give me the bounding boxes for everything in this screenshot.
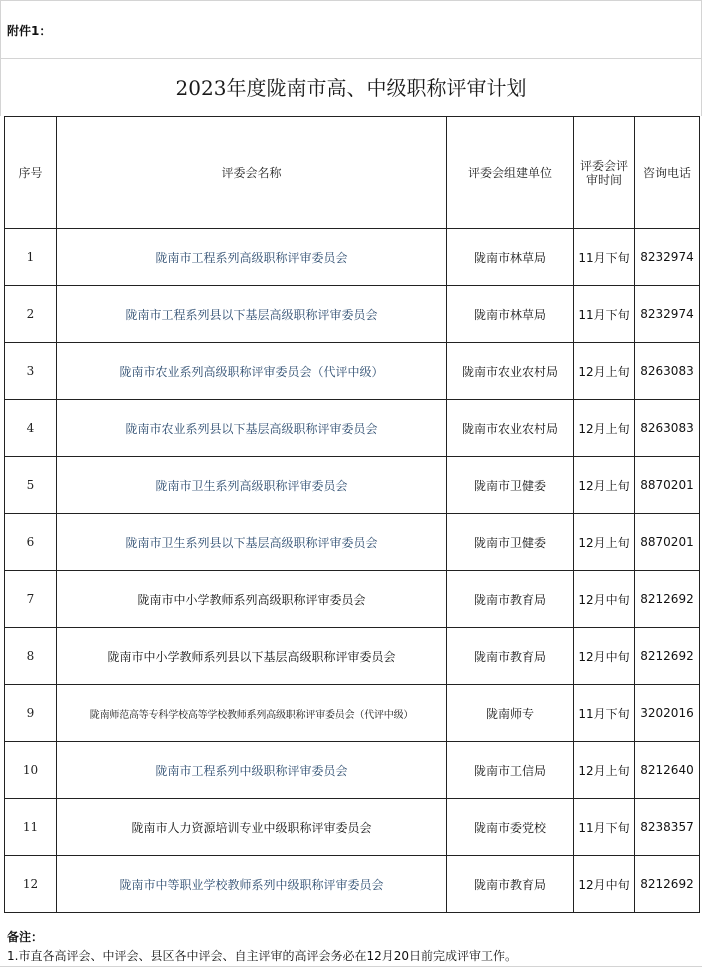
cell-time: 12月上旬 xyxy=(574,457,635,514)
table-row xyxy=(5,514,700,571)
cell-no: 8 xyxy=(5,628,57,685)
page-title: 2023年度陇南市高、中级职称评审计划 xyxy=(175,76,527,100)
cell-name: 陇南市中等职业学校教师系列中级职称评审委员会 xyxy=(57,856,447,913)
cell-tel: 8870201 xyxy=(635,457,700,514)
cell-name: 陇南市中小学教师系列县以下基层高级职称评审委员会 xyxy=(57,628,447,685)
cell-name: 陇南市农业系列县以下基层高级职称评审委员会 xyxy=(57,400,447,457)
cell-no: 5 xyxy=(5,457,57,514)
cell-no: 6 xyxy=(5,514,57,571)
cell-tel: 8232974 xyxy=(635,229,700,286)
cell-unit: 陇南师专 xyxy=(447,685,574,742)
col-header-no: 序号 xyxy=(5,117,57,229)
table-row xyxy=(5,742,700,799)
cell-time: 11月下旬 xyxy=(574,229,635,286)
table-row xyxy=(5,628,700,685)
cell-tel: 8238357 xyxy=(635,799,700,856)
cell-no: 11 xyxy=(5,799,57,856)
table-row xyxy=(5,286,700,343)
cell-no: 2 xyxy=(5,286,57,343)
table-header-row xyxy=(5,117,700,229)
cell-unit: 陇南市卫健委 xyxy=(447,457,574,514)
cell-unit: 陇南市农业农村局 xyxy=(447,400,574,457)
cell-no: 12 xyxy=(5,856,57,913)
cell-name: 陇南市卫生系列高级职称评审委员会 xyxy=(57,457,447,514)
cell-no: 4 xyxy=(5,400,57,457)
cell-tel: 8263083 xyxy=(635,400,700,457)
cell-name: 陇南市农业系列高级职称评审委员会（代评中级） xyxy=(57,343,447,400)
cell-name: 陇南市人力资源培训专业中级职称评审委员会 xyxy=(57,799,447,856)
cell-no: 9 xyxy=(5,685,57,742)
cell-no: 7 xyxy=(5,571,57,628)
table-row xyxy=(5,343,700,400)
cell-tel: 3202016 xyxy=(635,685,700,742)
cell-name: 陇南师范高等专科学校高等学校教师系列高级职称评审委员会（代评中级） xyxy=(57,685,447,742)
cell-unit: 陇南市工信局 xyxy=(447,742,574,799)
cell-name: 陇南市卫生系列县以下基层高级职称评审委员会 xyxy=(57,514,447,571)
cell-unit: 陇南市林草局 xyxy=(447,286,574,343)
cell-time: 11月下旬 xyxy=(574,799,635,856)
gridline xyxy=(0,58,702,59)
cell-tel: 8263083 xyxy=(635,343,700,400)
cell-time: 12月中旬 xyxy=(574,571,635,628)
table-row xyxy=(5,856,700,913)
notes-section xyxy=(7,928,517,964)
cell-unit: 陇南市农业农村局 xyxy=(447,343,574,400)
gridline xyxy=(0,966,702,967)
col-header-tel: 咨询电话 xyxy=(635,117,700,229)
table-row xyxy=(5,229,700,286)
cell-name: 陇南市中小学教师系列高级职称评审委员会 xyxy=(57,571,447,628)
cell-tel: 8212692 xyxy=(635,628,700,685)
cell-unit: 陇南市教育局 xyxy=(447,856,574,913)
cell-time: 12月上旬 xyxy=(574,742,635,799)
cell-tel: 8212692 xyxy=(635,856,700,913)
col-header-unit: 评委会组建单位 xyxy=(447,117,574,229)
table-row xyxy=(5,457,700,514)
notes-heading: 备注： xyxy=(7,930,44,944)
cell-no: 10 xyxy=(5,742,57,799)
cell-unit: 陇南市卫健委 xyxy=(447,514,574,571)
cell-tel: 8212692 xyxy=(635,571,700,628)
cell-name: 陇南市工程系列县以下基层高级职称评审委员会 xyxy=(57,286,447,343)
cell-time: 12月上旬 xyxy=(574,400,635,457)
review-plan-table xyxy=(4,116,700,913)
cell-time: 12月中旬 xyxy=(574,628,635,685)
cell-unit: 陇南市委党校 xyxy=(447,799,574,856)
table-row xyxy=(5,571,700,628)
table-row xyxy=(5,685,700,742)
notes-item: 1.市直各高评会、中评会、县区各中评会、自主评审的高评会务必在12月20日前完成评审工作。 xyxy=(7,949,517,963)
table-row xyxy=(5,400,700,457)
cell-unit: 陇南市教育局 xyxy=(447,571,574,628)
cell-unit: 陇南市林草局 xyxy=(447,229,574,286)
attachment-label: 附件1： xyxy=(7,24,52,38)
cell-time: 12月上旬 xyxy=(574,343,635,400)
gridline xyxy=(0,0,702,1)
cell-tel: 8232974 xyxy=(635,286,700,343)
cell-tel: 8212640 xyxy=(635,742,700,799)
cell-time: 11月下旬 xyxy=(574,685,635,742)
col-header-name: 评委会名称 xyxy=(57,117,447,229)
cell-no: 3 xyxy=(5,343,57,400)
col-header-time-text: 评委会评审时间 xyxy=(580,158,629,187)
col-header-time xyxy=(574,117,635,229)
cell-time: 11月下旬 xyxy=(574,286,635,343)
cell-time: 12月上旬 xyxy=(574,514,635,571)
cell-name: 陇南市工程系列高级职称评审委员会 xyxy=(57,229,447,286)
cell-name: 陇南市工程系列中级职称评审委员会 xyxy=(57,742,447,799)
cell-tel: 8870201 xyxy=(635,514,700,571)
table-row xyxy=(5,799,700,856)
cell-unit: 陇南市教育局 xyxy=(447,628,574,685)
cell-no: 1 xyxy=(5,229,57,286)
cell-time: 12月中旬 xyxy=(574,856,635,913)
